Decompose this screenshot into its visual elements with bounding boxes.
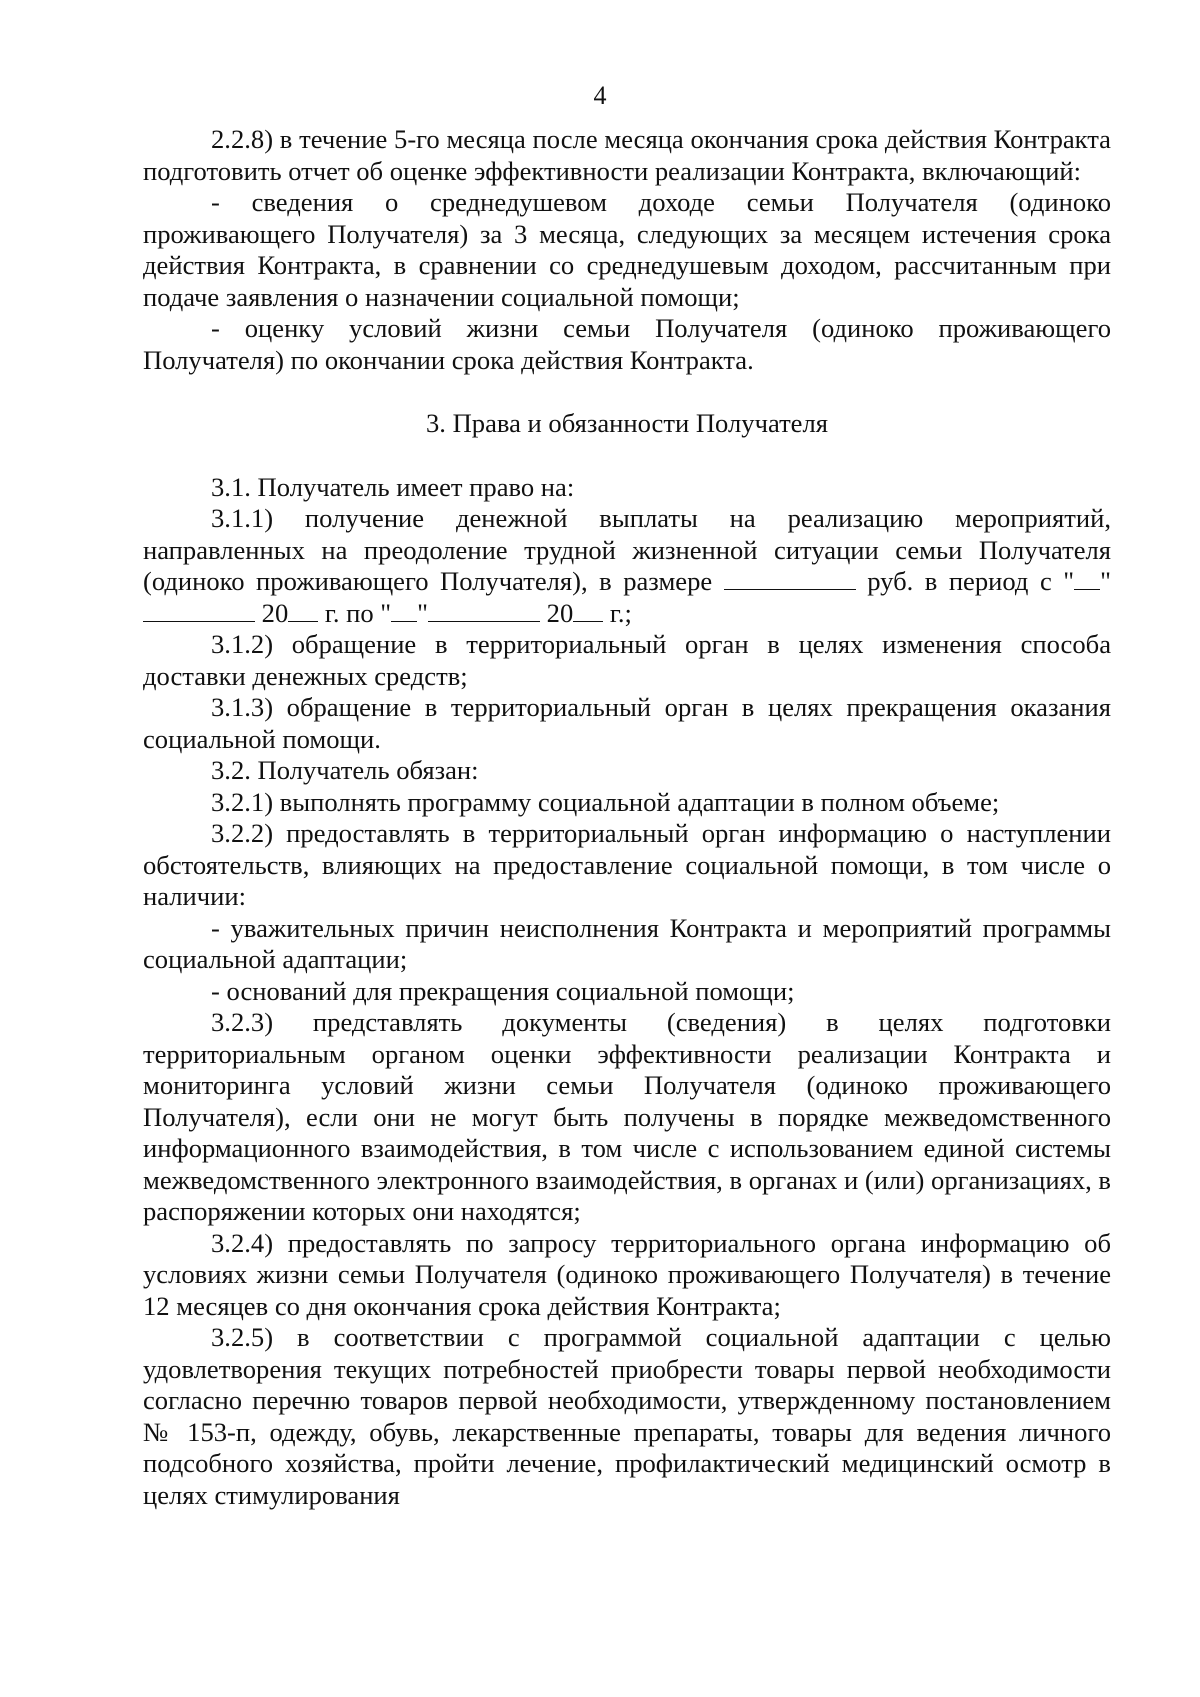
period-prefix: в период с ": [924, 566, 1075, 596]
amount-blank: [724, 567, 856, 590]
paragraph-3-1: 3.1. Получатель имеет право на:: [211, 471, 575, 502]
paragraph-3-2-5: 3.2.5) в соответствии с программой социальной адаптации с целью удовлетворения текущих потребностей приобрести товары первой необходимости согласно перечню товаров первой необходимости, утвержденному постановлением № 153-п, одежду, обувь, лекарственные препараты, товары для ведения личного подсобного хозяйства, пройти лечение, профилактический медицинский осмотр в целях стимулирования: [143, 1322, 1111, 1510]
rub-label: руб.: [867, 566, 914, 596]
end-year-blank: [573, 599, 603, 622]
paragraph-3-2-4: 3.2.4) предоставлять по запросу территориального органа информацию об условиях жизни семьи Получателя (одиноко проживающего Получателя) в течение 12 месяцев со дня окончания срока действия Контракта;: [143, 1227, 1111, 1321]
document-body: [143, 124, 1111, 1511]
paragraph-3-2: 3.2. Получатель обязан:: [211, 755, 479, 785]
paragraph-3-1-1-text: 3.1.1) получение денежной выплаты на реализацию мероприятий, направленных на преодоление трудной жизненной ситуации семьи Получателя (одиноко проживающего Получателя), в размере: [143, 503, 1111, 596]
paragraph-3-2-2: 3.2.2) предоставлять в территориальный орган информацию о наступлении обстоятельств, влияющих на предоставление социальной помощи, в том числе о наличии:: [143, 818, 1111, 911]
paragraph-2-2-8: 2.2.8) в течение 5-го месяца после месяца окончания срока действия Контракта подготовить отчет об оценке эффективности реализации Контракта, включающий:: [143, 124, 1111, 186]
end-month-blank: [428, 599, 540, 622]
paragraph-3-2-3: 3.2.3) представлять документы (сведения) в целях подготовки территориальным органом оценки эффективности реализации Контракта и мониторинга условий жизни семьи Получателя (одиноко проживающего Получателя), если они не могут быть получены в порядке межведомственного информационного взаимодействия, в том числе с использованием единой системы межведомственного электронного взаимодействия, в органах и (или) организациях, в распоряжении которых они находятся;: [143, 1007, 1111, 1226]
paragraph-3-1-2: 3.1.2) обращение в территориальный орган в целях изменения способа доставки денежных средств;: [143, 629, 1111, 691]
paragraph-income-info: - сведения о среднедушевом доходе семьи Получателя (одиноко проживающего Получателя) за 3 месяца, следующих за месяцем истечения срока действия Контракта, в сравнении со среднедушевым доходом, рассчитанным при подаче заявления о назначении социальной помощи;: [143, 187, 1111, 312]
start-month-blank: [143, 599, 255, 622]
paragraph-3-1-1: [143, 503, 1111, 629]
year-prefix-1: 20: [261, 597, 289, 628]
end-day-blank: [391, 599, 417, 622]
paragraph-living-conditions: - оценку условий жизни семьи Получателя (одиноко проживающего Получателя) по окончании срока действия Контракта.: [143, 313, 1111, 375]
paragraph-termination-grounds: - оснований для прекращения социальной помощи;: [211, 975, 795, 1006]
quote-mid-2: ": [417, 597, 429, 628]
year-suffix-2: г.;: [609, 597, 632, 628]
page-number: 4: [593, 81, 607, 110]
paragraph-3-2-1: 3.2.1) выполнять программу социальной адаптации в полном объеме;: [211, 786, 1000, 817]
quote-mid-1: ": [1100, 566, 1111, 596]
year-suffix-1: г. по ": [324, 597, 392, 628]
start-year-blank: [288, 599, 318, 622]
year-prefix-2: 20: [546, 597, 574, 628]
paragraph-valid-reasons: - уважительных причин неисполнения Контракта и мероприятий программы социальной адаптации;: [143, 912, 1111, 974]
paragraph-3-1-3: 3.1.3) обращение в территориальный орган в целях прекращения оказания социальной помощи.: [143, 692, 1111, 754]
section-title: 3. Права и обязанности Получателя: [425, 408, 828, 438]
start-day-blank: [1074, 567, 1100, 590]
